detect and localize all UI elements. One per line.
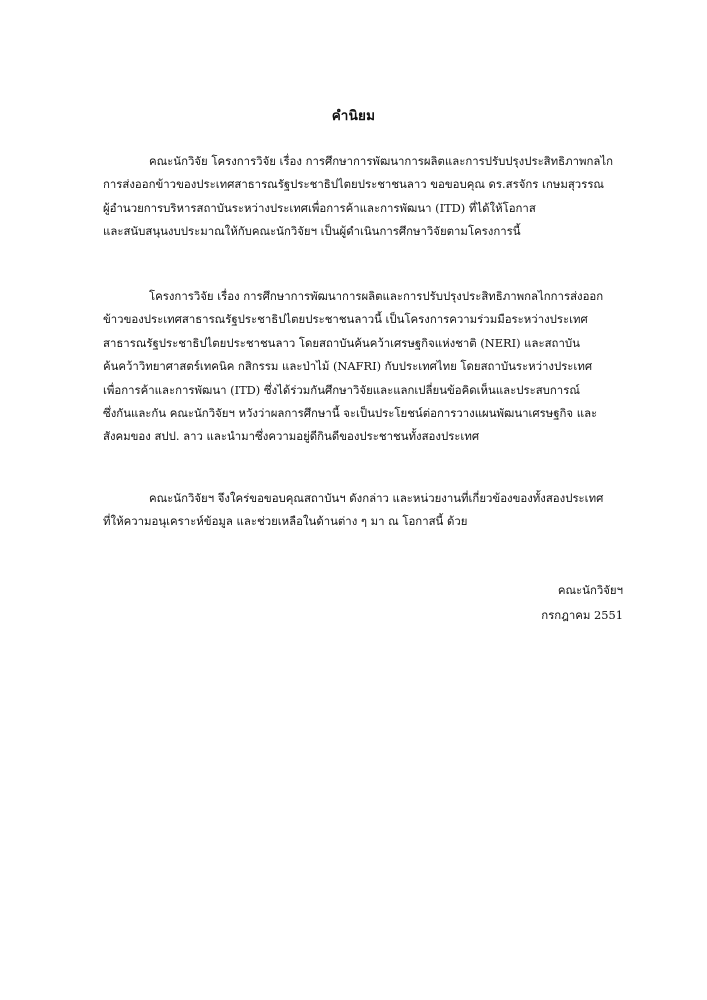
paragraph-line: สังคมของ สปป. ลาว และนำมาซึ่งความอยู่ดีกินดีของประชาชนทั้งสองประเทศ bbox=[103, 429, 480, 444]
paragraph-line: การส่งออกข้าวของประเทศสาธารณรัฐประชาธิปไตยประชาชนลาว ขอขอบคุณ ดร.สรจักร เกษมสุวรรณ bbox=[103, 177, 605, 192]
paragraph-line: ซึ่งกันและกัน คณะนักวิจัยฯ หวังว่าผลการศึกษานี้ จะเป็นประโยชน์ต่อการวางแผนพัฒนาเศรษฐกิจ และ bbox=[103, 405, 598, 420]
paragraph-line: ที่ให้ความอนุเคราะห์ข้อมูล และช่วยเหลือในด้านต่าง ๆ มา ณ โอกาสนี้ ด้วย bbox=[103, 514, 468, 529]
signature: คณะนักวิจัยฯ bbox=[557, 583, 623, 597]
paragraph-acknowledgement-1 bbox=[103, 150, 623, 244]
paragraph-project-description bbox=[103, 285, 623, 449]
paragraph-line: คณะนักวิจัย โครงการวิจัย เรื่อง การศึกษาการพัฒนาการผลิตและการปรับปรุงประสิทธิภาพกลไก bbox=[149, 154, 614, 168]
paragraph-line: คณะนักวิจัยฯ จึงใคร่ขอขอบคุณสถาบันฯ ดังกล่าว และหน่วยงานที่เกี่ยวข้องของทั้งสองประเทศ bbox=[149, 491, 604, 505]
page-title: คำนิยม bbox=[331, 108, 376, 124]
paragraph-line: และสนับสนุนงบประมาณให้กับคณะนักวิจัยฯ เป็นผู้ดำเนินการศึกษาวิจัยตามโครงการนี้ bbox=[103, 224, 521, 239]
paragraph-line: เพื่อการค้าและการพัฒนา (ITD) ซึ่งได้ร่วมกันศึกษาวิจัยและแลกเปลี่ยนข้อคิดเห็นและประสบการณ์ bbox=[103, 382, 580, 397]
paragraph-line: ข้าวของประเทศสาธารณรัฐประชาธิปไตยประชาชนลาวนี้ เป็นโครงการความร่วมมือระหว่างประเทศ bbox=[103, 312, 588, 327]
paragraph-line: ค้นคว้าวิทยาศาสตร์เทคนิค กสิกรรม และป่าไม้ (NAFRI) กับประเทศไทย โดยสถาบันระหว่างประเทศ bbox=[103, 359, 593, 374]
paragraph-line: สาธารณรัฐประชาธิปไตยประชาชนลาว โดยสถาบันค้นคว้าเศรษฐกิจแห่งชาติ (NERI) และสถาบัน bbox=[103, 335, 580, 350]
paragraph-line: ผู้อำนวยการบริหารสถาบันระหว่างประเทศเพื่อการค้าและการพัฒนา (ITD) ที่ได้ให้โอกาส bbox=[103, 200, 536, 215]
paragraph-thanks bbox=[103, 487, 623, 534]
paragraph-line: โครงการวิจัย เรื่อง การศึกษาการพัฒนาการผลิตและการปรับปรุงประสิทธิภาพกลไกการส่งออก bbox=[149, 289, 604, 303]
date: กรกฎาคม 2551 bbox=[541, 608, 623, 622]
